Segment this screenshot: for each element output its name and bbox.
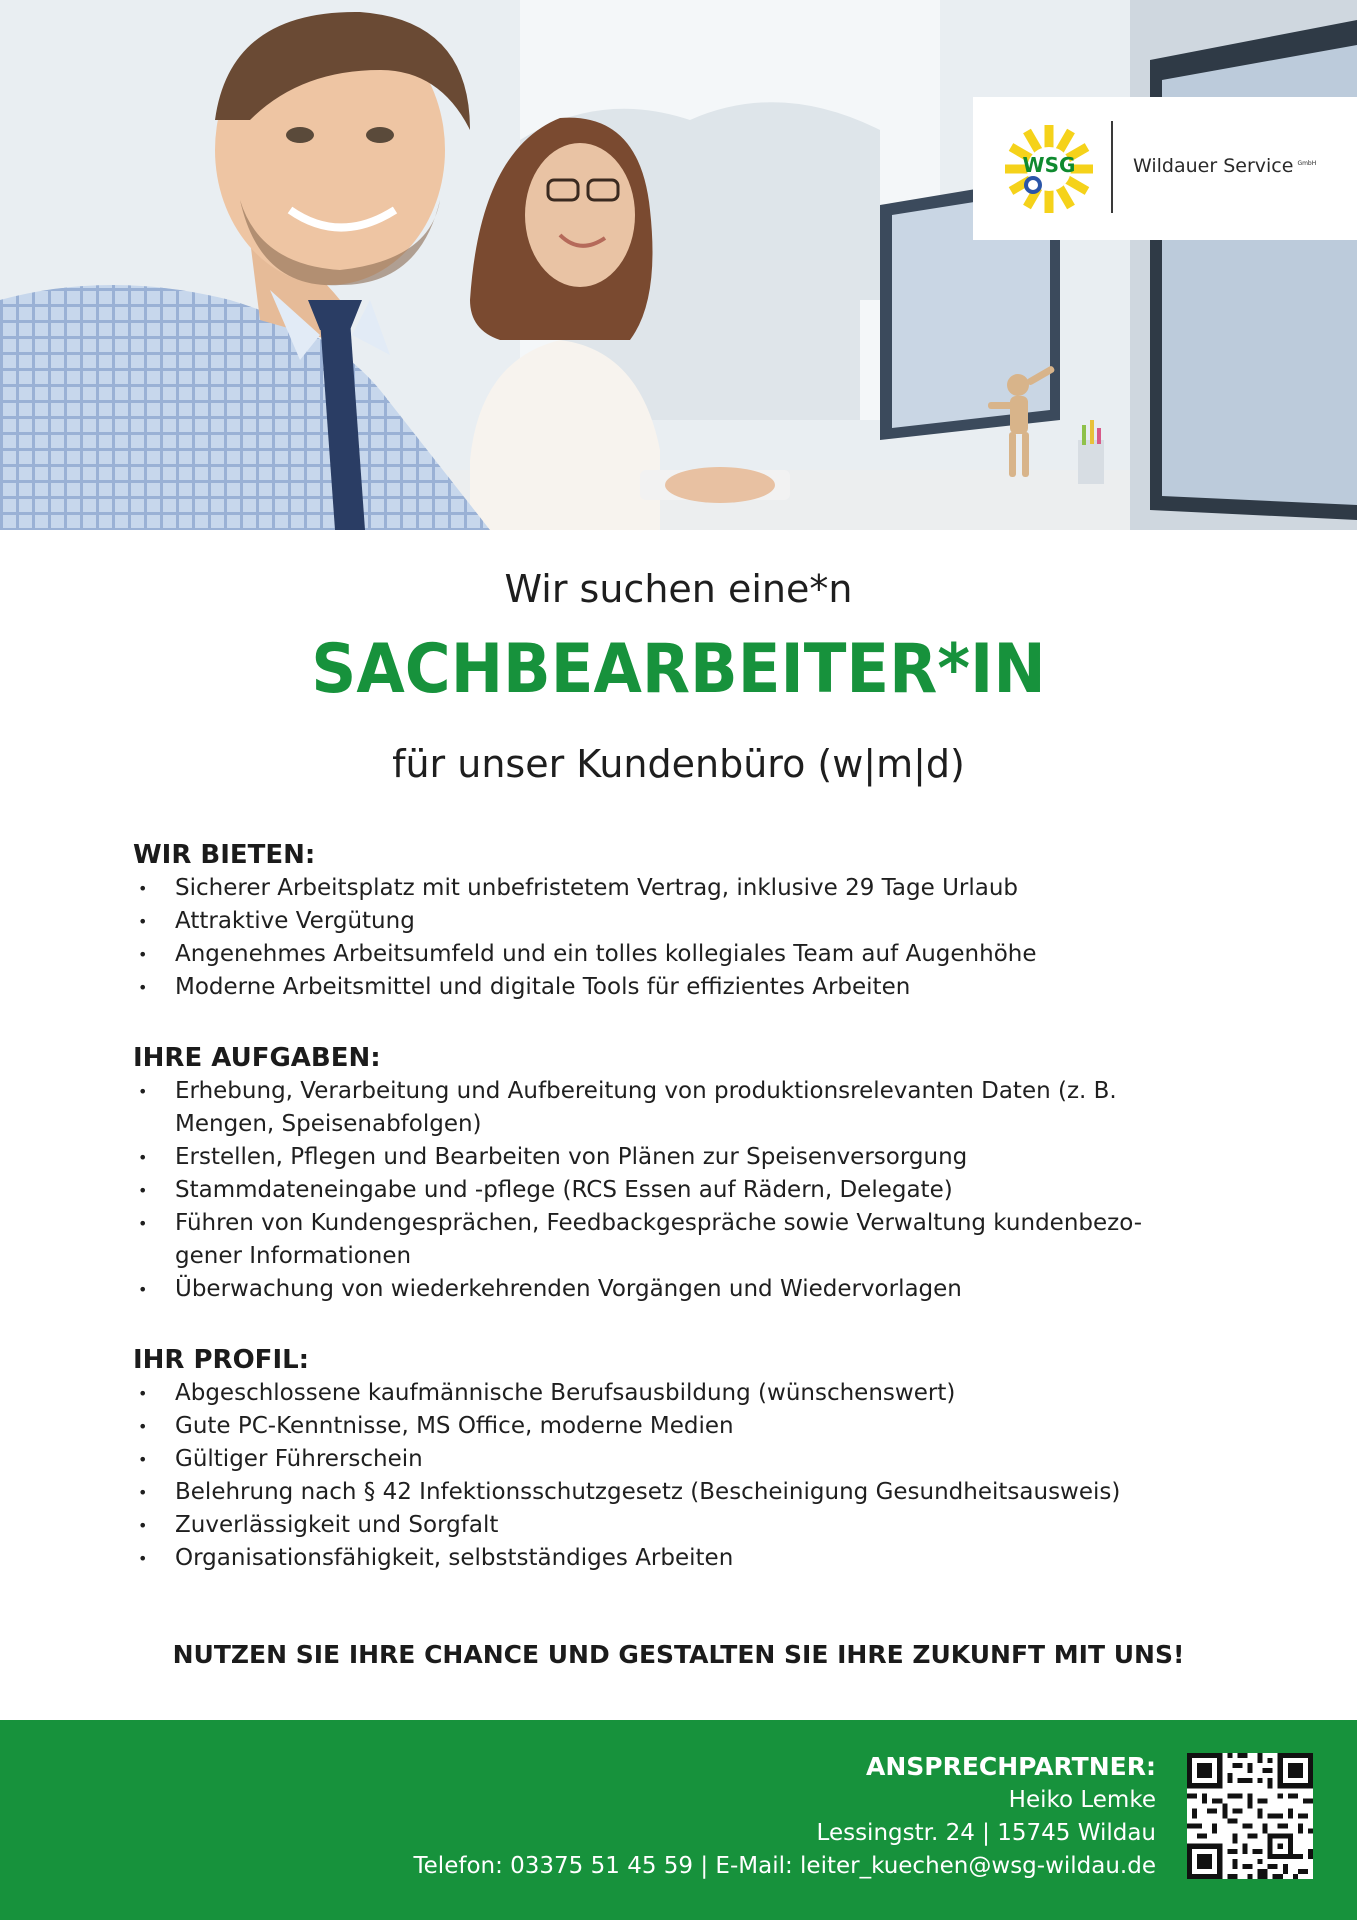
headline-subtitle: für unser Kundenbüro (w|m|d) <box>392 742 965 786</box>
list-item-text-continued: gener Informationen <box>175 1243 412 1269</box>
list-item: • Sicherer Arbeitsplatz mit unbefristetem Vertrag, inklusive 29 Tage Urlaub <box>133 872 1253 905</box>
tasks-heading: IHRE AUFGABEN: <box>133 1043 381 1073</box>
logo-divider <box>1111 121 1113 213</box>
profile-section <box>133 1343 1253 1575</box>
contact-phone-email[interactable]: Telefon: 03375 51 45 59 | E-Mail: leiter_kuechen@wsg-wildau.de <box>413 1853 1156 1879</box>
list-item: • Belehrung nach § 42 Infektionsschutzgesetz (Bescheinigung Gesundheitsausweis) <box>133 1476 1253 1509</box>
list-item: • Überwachung von wiederkehrenden Vorgängen und Wiedervorlagen <box>133 1273 1253 1306</box>
list-item: • Zuverlässigkeit und Sorgfalt <box>133 1509 1253 1542</box>
tasks-list <box>133 1075 1253 1306</box>
offer-list <box>133 872 1253 1004</box>
company-suffix: GmbH <box>1297 159 1317 167</box>
list-item: • Angenehmes Arbeitsumfeld und ein tolles kollegiales Team auf Augenhöhe <box>133 938 1253 971</box>
list-item-text: Führen von Kundengesprächen, Feedbackgespräche sowie Verwaltung kundenbezo- <box>175 1210 1143 1236</box>
list-item: • Gültiger Führerschein <box>133 1443 1253 1476</box>
list-item: • Gute PC-Kenntnisse, MS Office, moderne Medien <box>133 1410 1253 1443</box>
contact-footer <box>0 1720 1357 1920</box>
company-logo[interactable] <box>973 97 1357 240</box>
offer-heading: WIR BIETEN: <box>133 840 316 870</box>
list-item-text-continued: Mengen, Speisenabfolgen) <box>175 1111 482 1137</box>
list-item: • Attraktive Vergütung <box>133 905 1253 938</box>
qr-code-icon[interactable] <box>1187 1753 1313 1879</box>
logo-mark-text: WSG <box>1022 153 1076 177</box>
wsg-sun-logo-icon <box>1003 123 1095 215</box>
contact-block <box>414 1750 1156 1883</box>
contact-heading: ANSPRECHPARTNER: <box>865 1752 1156 1781</box>
list-item: • Abgeschlossene kaufmännische Berufsausbildung (wünschenswert) <box>133 1377 1253 1410</box>
list-item: • Moderne Arbeitsmittel und digitale Tools für effizientes Arbeiten <box>133 971 1253 1004</box>
hero-illustration <box>0 0 1357 530</box>
job-title: SACHBEARBEITER*IN <box>311 630 1046 709</box>
contact-name: Heiko Lemke <box>1008 1787 1156 1813</box>
hero-photo <box>0 0 1357 530</box>
list-item <box>133 1207 1253 1273</box>
list-item: • Organisationsfähigkeit, selbstständiges Arbeiten <box>133 1542 1253 1575</box>
company-name-text: Wildauer Service <box>1133 155 1294 177</box>
contact-address: Lessingstr. 24 | 15745 Wildau <box>816 1820 1156 1846</box>
profile-list <box>133 1377 1253 1575</box>
company-name <box>1133 155 1316 177</box>
list-item: • Erstellen, Pflegen und Bearbeiten von Plänen zur Speisenversorgung <box>133 1141 1253 1174</box>
headline-intro: Wir suchen eine*n <box>504 567 853 611</box>
list-item-text: Erhebung, Verarbeitung und Aufbereitung von produktionsrelevanten Daten (z. B. <box>175 1078 1117 1104</box>
list-item: • Stammdateneingabe und -pflege (RCS Essen auf Rädern, Delegate) <box>133 1174 1253 1207</box>
call-to-action: NUTZEN SIE IHRE CHANCE UND GESTALTEN SIE IHRE ZUKUNFT MIT UNS! <box>172 1640 1185 1669</box>
offer-section <box>133 838 1253 1004</box>
list-item <box>133 1075 1253 1141</box>
tasks-section <box>133 1041 1253 1306</box>
profile-heading: IHR PROFIL: <box>133 1345 310 1375</box>
